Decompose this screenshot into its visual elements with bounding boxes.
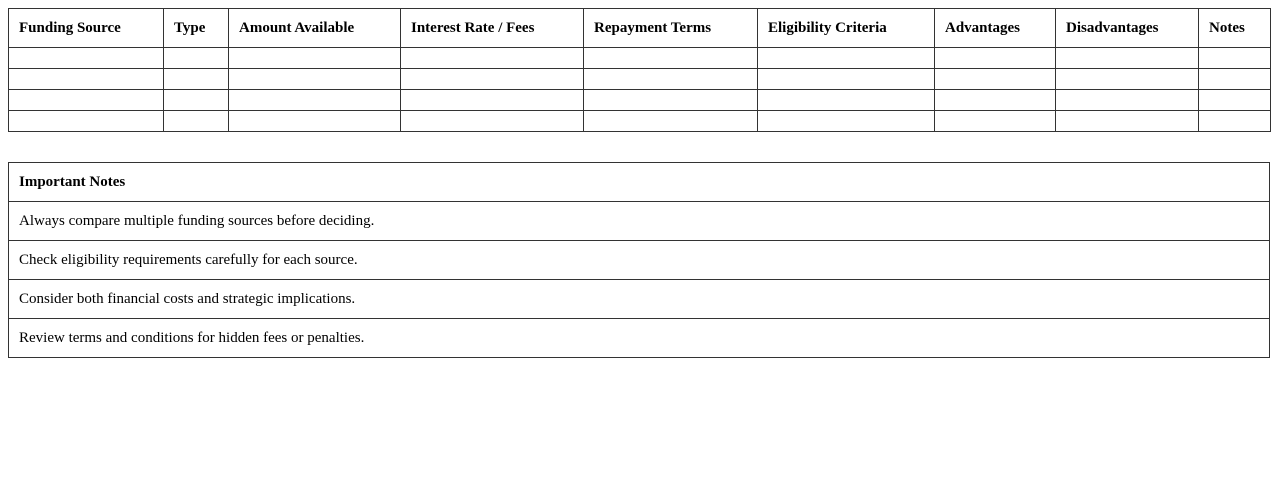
note-item: Check eligibility requirements carefully for each source.: [9, 241, 1270, 280]
funding-sources-table: [8, 8, 1271, 132]
table-cell[interactable]: [935, 90, 1056, 111]
table-cell[interactable]: [935, 48, 1056, 69]
table-cell[interactable]: [1199, 69, 1271, 90]
header-disadvantages: Disadvantages: [1056, 9, 1199, 48]
table-cell[interactable]: [9, 111, 164, 132]
table-row: [9, 90, 1271, 111]
table-cell[interactable]: [935, 111, 1056, 132]
table-cell[interactable]: [935, 69, 1056, 90]
table-cell[interactable]: [584, 90, 758, 111]
table-cell[interactable]: [1056, 69, 1199, 90]
table-cell[interactable]: [401, 111, 584, 132]
note-row: [9, 202, 1270, 241]
header-interest-rate-fees: Interest Rate / Fees: [401, 9, 584, 48]
table-cell[interactable]: [758, 90, 935, 111]
note-row: [9, 319, 1270, 358]
notes-header-row: [9, 163, 1270, 202]
table-cell[interactable]: [401, 69, 584, 90]
table-row: [9, 48, 1271, 69]
note-item: Review terms and conditions for hidden fees or penalties.: [9, 319, 1270, 358]
note-row: [9, 280, 1270, 319]
table-cell[interactable]: [229, 90, 401, 111]
table-cell[interactable]: [229, 48, 401, 69]
header-repayment-terms: Repayment Terms: [584, 9, 758, 48]
header-advantages: Advantages: [935, 9, 1056, 48]
table-cell[interactable]: [164, 90, 229, 111]
table-cell[interactable]: [584, 48, 758, 69]
table-cell[interactable]: [164, 111, 229, 132]
table-cell[interactable]: [229, 111, 401, 132]
table-cell[interactable]: [229, 69, 401, 90]
table-cell[interactable]: [584, 69, 758, 90]
table-cell[interactable]: [758, 69, 935, 90]
table-row: [9, 69, 1271, 90]
table-cell[interactable]: [1199, 90, 1271, 111]
header-funding-source: Funding Source: [9, 9, 164, 48]
table-cell[interactable]: [401, 90, 584, 111]
important-notes-table: [8, 162, 1270, 358]
header-type: Type: [164, 9, 229, 48]
table-cell[interactable]: [164, 48, 229, 69]
table-cell[interactable]: [1056, 48, 1199, 69]
table-cell[interactable]: [1056, 111, 1199, 132]
notes-title: Important Notes: [9, 163, 1270, 202]
table-cell[interactable]: [584, 111, 758, 132]
table-cell[interactable]: [758, 48, 935, 69]
note-item: Always compare multiple funding sources before deciding.: [9, 202, 1270, 241]
table-cell[interactable]: [9, 48, 164, 69]
table-cell[interactable]: [164, 69, 229, 90]
table-cell[interactable]: [1199, 111, 1271, 132]
table-cell[interactable]: [758, 111, 935, 132]
note-item: Consider both financial costs and strategic implications.: [9, 280, 1270, 319]
table-header-row: [9, 9, 1271, 48]
header-notes: Notes: [1199, 9, 1271, 48]
table-cell[interactable]: [9, 90, 164, 111]
note-row: [9, 241, 1270, 280]
header-amount-available: Amount Available: [229, 9, 401, 48]
table-cell[interactable]: [1199, 48, 1271, 69]
table-cell[interactable]: [401, 48, 584, 69]
table-cell[interactable]: [1056, 90, 1199, 111]
header-eligibility-criteria: Eligibility Criteria: [758, 9, 935, 48]
table-cell[interactable]: [9, 69, 164, 90]
table-row: [9, 111, 1271, 132]
